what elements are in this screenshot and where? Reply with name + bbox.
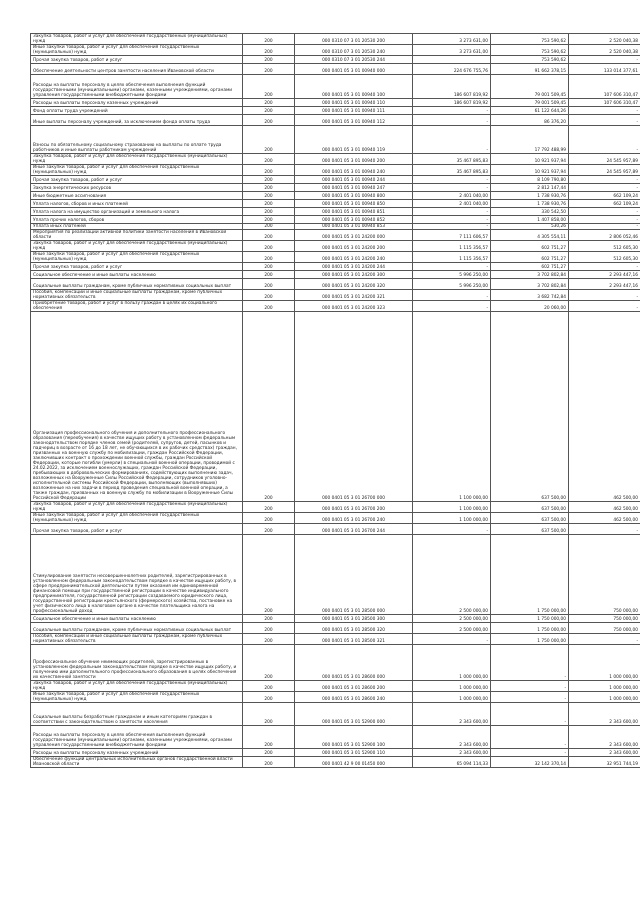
table-row bbox=[31, 216, 640, 224]
row-remaining-cell: 750 000,00 bbox=[569, 535, 640, 615]
row-executed-cell: - bbox=[491, 681, 569, 692]
row-remaining-cell: 24 545 957,89 bbox=[569, 154, 640, 165]
row-classification-cell: 000 0401 05 3 01 28500 320 bbox=[295, 623, 413, 634]
row-executed-cell: 637 500,00 bbox=[491, 524, 569, 535]
row-name-cell: Уплата иных платежей bbox=[31, 224, 243, 230]
table-row bbox=[31, 241, 640, 252]
row-remaining-cell: 750 000,00 bbox=[569, 623, 640, 634]
row-code-cell: 200 bbox=[243, 115, 295, 126]
row-name-cell: Иные закупки товаров, работ и услуг для обеспечения государственных (муниципальных) нужд bbox=[31, 252, 243, 263]
row-approved-cell: 1 000 000,00 bbox=[413, 681, 491, 692]
row-name-cell: Иные выплаты персоналу учреждений, за исключением фонда оплаты труда bbox=[31, 115, 243, 126]
row-classification-cell: 000 0401 05 3 01 24200 323 bbox=[295, 301, 413, 312]
table-row bbox=[31, 623, 640, 634]
row-approved-cell: 1 115 356,57 bbox=[413, 252, 491, 263]
row-executed-cell: 32 142 370,14 bbox=[491, 757, 569, 768]
row-name-cell: Расходы на выплаты персоналу в целях обеспечения выполнения функций государственными (муниципальными) органами, казенными учреждениями, органами управления государственными внебюджетными фондами bbox=[31, 75, 243, 99]
row-classification-cell: 000 0401 05 3 01 52900 110 bbox=[295, 749, 413, 757]
row-name-cell: Фонд оплаты труда учреждений bbox=[31, 107, 243, 115]
row-remaining-cell: - bbox=[569, 126, 640, 154]
row-executed-cell: - bbox=[491, 749, 569, 757]
row-executed-cell: 530,26 bbox=[491, 224, 569, 230]
row-executed-cell: 637 500,00 bbox=[491, 312, 569, 502]
row-remaining-cell: 662 109,24 bbox=[569, 192, 640, 200]
row-name-cell: Иные закупки товаров, работ и услуг для обеспечения государственных (муниципальных) нужд bbox=[31, 692, 243, 703]
table-row bbox=[31, 645, 640, 681]
table-row bbox=[31, 192, 640, 200]
row-approved-cell: 2 401 040,00 bbox=[413, 192, 491, 200]
row-approved-cell: 35 467 895,83 bbox=[413, 165, 491, 176]
table-row bbox=[31, 749, 640, 757]
table-row bbox=[31, 45, 640, 56]
table-row bbox=[31, 154, 640, 165]
row-classification-cell: 000 0401 05 3 01 26700 200 bbox=[295, 502, 413, 513]
row-executed-cell: 4 305 554,11 bbox=[491, 230, 569, 241]
table-row bbox=[31, 513, 640, 524]
row-approved-cell: - bbox=[413, 524, 491, 535]
row-code-cell: 200 bbox=[243, 230, 295, 241]
row-approved-cell: 5 996 250,00 bbox=[413, 279, 491, 290]
row-executed-cell: 3 702 802,84 bbox=[491, 271, 569, 279]
row-classification-cell: 000 0401 05 3 01 52900 000 bbox=[295, 703, 413, 726]
row-name-cell: Прочая закупка товаров, работ и услуг bbox=[31, 524, 243, 535]
row-remaining-cell: - bbox=[569, 301, 640, 312]
row-code-cell: 200 bbox=[243, 301, 295, 312]
row-classification-cell: 000 0401 05 3 01 26700 244 bbox=[295, 524, 413, 535]
row-code-cell: 200 bbox=[243, 524, 295, 535]
row-name-cell: Иные закупки товаров, работ и услуг для обеспечения государственных (муниципальных) нужд bbox=[31, 513, 243, 524]
row-classification-cell: 000 0401 05 3 01 00940 852 bbox=[295, 216, 413, 224]
table-row bbox=[31, 279, 640, 290]
row-code-cell: 200 bbox=[243, 45, 295, 56]
table-row bbox=[31, 312, 640, 502]
row-name-cell: Иные закупки товаров, работ и услуг для обеспечения государственных (муниципальных) нужд bbox=[31, 165, 243, 176]
row-approved-cell: 65 094 114,33 bbox=[413, 757, 491, 768]
row-executed-cell: - bbox=[491, 726, 569, 749]
row-classification-cell: 000 0401 05 3 01 24200 244 bbox=[295, 263, 413, 271]
row-executed-cell: 637 500,00 bbox=[491, 513, 569, 524]
row-code-cell: 200 bbox=[243, 252, 295, 263]
row-approved-cell: 2 500 000,00 bbox=[413, 535, 491, 615]
row-approved-cell: 2 343 600,00 bbox=[413, 749, 491, 757]
row-executed-cell: - bbox=[491, 692, 569, 703]
row-code-cell: 200 bbox=[243, 749, 295, 757]
table-row bbox=[31, 271, 640, 279]
row-remaining-cell: - bbox=[569, 216, 640, 224]
table-row bbox=[31, 681, 640, 692]
row-classification-cell: 000 0401 05 3 01 28600 000 bbox=[295, 645, 413, 681]
row-remaining-cell: - bbox=[569, 634, 640, 645]
row-approved-cell: - bbox=[413, 107, 491, 115]
row-classification-cell: 000 0401 05 3 01 24200 321 bbox=[295, 290, 413, 301]
row-executed-cell: 91 662 378,15 bbox=[491, 64, 569, 75]
row-code-cell: 200 bbox=[243, 279, 295, 290]
table-row bbox=[31, 301, 640, 312]
row-code-cell: 200 bbox=[243, 271, 295, 279]
row-classification-cell: 000 0310 07 3 01 20530 200 bbox=[295, 34, 413, 45]
table-row bbox=[31, 703, 640, 726]
row-remaining-cell: - bbox=[569, 290, 640, 301]
row-name-cell: Социальные выплаты гражданам, кроме публичных нормативных социальных выплат bbox=[31, 623, 243, 634]
row-classification-cell: 000 0401 05 3 01 26700 240 bbox=[295, 513, 413, 524]
row-remaining-cell: - bbox=[569, 107, 640, 115]
row-remaining-cell: 2 520 040,38 bbox=[569, 34, 640, 45]
row-approved-cell: - bbox=[413, 126, 491, 154]
table-row bbox=[31, 726, 640, 749]
row-code-cell: 200 bbox=[243, 192, 295, 200]
row-name-cell: Прочая закупка товаров, работ и услуг bbox=[31, 263, 243, 271]
table-row bbox=[31, 165, 640, 176]
row-code-cell: 200 bbox=[243, 692, 295, 703]
row-classification-cell: 000 0310 07 3 01 20530 240 bbox=[295, 45, 413, 56]
row-name-cell: Приобретение товаров, работ и услуг в пользу граждан в целях их социального обеспечения bbox=[31, 301, 243, 312]
row-name-cell: Уплата налогов, сборов и иных платежей bbox=[31, 200, 243, 208]
row-executed-cell: 20 060,00 bbox=[491, 301, 569, 312]
row-approved-cell: 186 607 819,92 bbox=[413, 75, 491, 99]
table-row bbox=[31, 64, 640, 75]
row-classification-cell: 000 0401 05 3 01 00940 853 bbox=[295, 224, 413, 230]
row-approved-cell: 2 401 040,00 bbox=[413, 200, 491, 208]
budget-execution-table bbox=[30, 33, 640, 768]
row-executed-cell: 17 792 488,99 bbox=[491, 126, 569, 154]
row-code-cell: 200 bbox=[243, 645, 295, 681]
row-name-cell: Пособия, компенсации и иные социальные выплаты гражданам, кроме публичных нормативных обязательств bbox=[31, 634, 243, 645]
row-remaining-cell: 1 000 000,00 bbox=[569, 681, 640, 692]
row-remaining-cell: - bbox=[569, 176, 640, 184]
row-code-cell: 200 bbox=[243, 703, 295, 726]
row-remaining-cell: 107 606 310,47 bbox=[569, 75, 640, 99]
row-approved-cell: - bbox=[413, 224, 491, 230]
row-code-cell: 200 bbox=[243, 263, 295, 271]
row-classification-cell: 000 0401 05 3 01 00940 247 bbox=[295, 184, 413, 192]
row-remaining-cell: - bbox=[569, 224, 640, 230]
row-classification-cell: 000 0401 05 3 01 00940 119 bbox=[295, 126, 413, 154]
table-row bbox=[31, 634, 640, 645]
row-classification-cell: 000 0401 05 3 01 28500 000 bbox=[295, 535, 413, 615]
table-row bbox=[31, 502, 640, 513]
row-classification-cell: 000 0401 05 3 01 24200 300 bbox=[295, 271, 413, 279]
table-row bbox=[31, 208, 640, 216]
row-name-cell: Расходы на выплаты персоналу в целях обеспечения выполнения функций государственными (муниципальными) органами, казенными учреждениями, органами управления государственными внебюджетными фондами bbox=[31, 726, 243, 749]
row-approved-cell: - bbox=[413, 263, 491, 271]
row-code-cell: 200 bbox=[243, 290, 295, 301]
row-classification-cell: 000 0401 05 3 01 00940 200 bbox=[295, 154, 413, 165]
table-row bbox=[31, 252, 640, 263]
row-name-cell: Социальное обеспечение и иные выплаты населению bbox=[31, 615, 243, 623]
row-name-cell: Профессиональное обучение неимеющих родителей, зарегистрированных в установленном федеральным законодательством порядке в качестве ищущих работу, и получению ими дополнительного профессионального образования в целях обеспечения их качественной занятости bbox=[31, 645, 243, 681]
row-executed-cell: 1 750 000,00 bbox=[491, 615, 569, 623]
row-remaining-cell: 662 109,24 bbox=[569, 200, 640, 208]
row-approved-cell: - bbox=[413, 290, 491, 301]
row-remaining-cell: 1 000 000,00 bbox=[569, 645, 640, 681]
row-code-cell: 200 bbox=[243, 154, 295, 165]
row-classification-cell: 000 0401 05 3 01 00940 110 bbox=[295, 99, 413, 107]
row-name-cell: Мероприятия по реализации активной политики занятости населения в Ивановской области bbox=[31, 230, 243, 241]
row-executed-cell: 602 751,27 bbox=[491, 252, 569, 263]
row-approved-cell: - bbox=[413, 115, 491, 126]
table-row bbox=[31, 230, 640, 241]
row-remaining-cell: 512 605,30 bbox=[569, 252, 640, 263]
row-code-cell: 200 bbox=[243, 502, 295, 513]
row-code-cell: 200 bbox=[243, 107, 295, 115]
row-classification-cell: 000 0401 05 3 01 28600 240 bbox=[295, 692, 413, 703]
row-executed-cell: 753 590,62 bbox=[491, 34, 569, 45]
row-code-cell: 200 bbox=[243, 64, 295, 75]
row-executed-cell: 1 750 000,00 bbox=[491, 535, 569, 615]
row-remaining-cell: 2 520 040,38 bbox=[569, 45, 640, 56]
row-approved-cell bbox=[413, 56, 491, 64]
row-classification-cell: 000 0401 05 3 01 00940 851 bbox=[295, 208, 413, 216]
row-approved-cell: 1 115 356,57 bbox=[413, 241, 491, 252]
row-classification-cell: 000 0401 05 3 01 24200 320 bbox=[295, 279, 413, 290]
row-executed-cell: - bbox=[491, 703, 569, 726]
row-approved-cell: 2 343 600,00 bbox=[413, 703, 491, 726]
row-remaining-cell: - bbox=[569, 524, 640, 535]
row-name-cell: Обеспечение функций центральных исполнительных органов государственной власти Ивановской области bbox=[31, 757, 243, 768]
row-approved-cell: 1 100 000,00 bbox=[413, 502, 491, 513]
row-classification-cell: 000 0401 05 3 01 52900 100 bbox=[295, 726, 413, 749]
row-approved-cell: 186 607 819,92 bbox=[413, 99, 491, 107]
row-name-cell: Закупка товаров, работ и услуг для обеспечения государственных (муниципальных) нужд bbox=[31, 502, 243, 513]
row-remaining-cell: 462 500,00 bbox=[569, 312, 640, 502]
row-approved-cell: 1 100 000,00 bbox=[413, 513, 491, 524]
row-approved-cell: 3 273 631,00 bbox=[413, 45, 491, 56]
row-classification-cell: 000 0401 05 3 01 28500 321 bbox=[295, 634, 413, 645]
row-executed-cell: 753 590,62 bbox=[491, 56, 569, 64]
table-row bbox=[31, 200, 640, 208]
row-classification-cell: 000 0401 05 3 01 28500 300 bbox=[295, 615, 413, 623]
table-row bbox=[31, 126, 640, 154]
row-code-cell: 200 bbox=[243, 726, 295, 749]
row-executed-cell: 2 812 147,44 bbox=[491, 184, 569, 192]
row-approved-cell: - bbox=[413, 176, 491, 184]
row-remaining-cell: - bbox=[569, 184, 640, 192]
row-approved-cell: 224 676 755,76 bbox=[413, 64, 491, 75]
row-executed-cell: 61 122 644,26 bbox=[491, 107, 569, 115]
row-code-cell: 200 bbox=[243, 34, 295, 45]
table-row bbox=[31, 115, 640, 126]
row-executed-cell: 86 376,20 bbox=[491, 115, 569, 126]
row-approved-cell: 5 996 250,00 bbox=[413, 271, 491, 279]
row-name-cell: Закупка товаров, работ и услуг для обеспечения государственных (муниципальных) нужд bbox=[31, 34, 243, 45]
row-classification-cell: 000 0401 05 3 01 00940 112 bbox=[295, 115, 413, 126]
row-remaining-cell: - bbox=[569, 115, 640, 126]
row-remaining-cell: 2 293 447,16 bbox=[569, 271, 640, 279]
row-classification-cell: 000 0401 42 9 00 01450 000 bbox=[295, 757, 413, 768]
row-code-cell: 200 bbox=[243, 200, 295, 208]
row-executed-cell: 1 750 000,00 bbox=[491, 623, 569, 634]
row-code-cell: 200 bbox=[243, 535, 295, 615]
row-executed-cell: 79 001 509,45 bbox=[491, 75, 569, 99]
row-remaining-cell: 2 343 600,00 bbox=[569, 703, 640, 726]
table-row bbox=[31, 99, 640, 107]
row-classification-cell: 000 0401 05 3 01 00940 850 bbox=[295, 200, 413, 208]
row-code-cell: 200 bbox=[243, 75, 295, 99]
row-approved-cell: 1 100 000,00 bbox=[413, 312, 491, 502]
row-remaining-cell: 462 500,00 bbox=[569, 513, 640, 524]
row-classification-cell: 000 0401 05 3 01 00940 800 bbox=[295, 192, 413, 200]
row-executed-cell: 753 590,62 bbox=[491, 45, 569, 56]
row-approved-cell: - bbox=[413, 216, 491, 224]
row-executed-cell: 330 542,50 bbox=[491, 208, 569, 216]
row-name-cell: Социальное обеспечение и иные выплаты населению bbox=[31, 271, 243, 279]
row-classification-cell: 000 0401 05 3 01 24200 000 bbox=[295, 230, 413, 241]
row-approved-cell: - bbox=[413, 301, 491, 312]
table-row bbox=[31, 34, 640, 45]
row-name-cell: Закупка товаров, работ и услуг для обеспечения государственных (муниципальных) нужд bbox=[31, 241, 243, 252]
table-row bbox=[31, 184, 640, 192]
row-code-cell: 200 bbox=[243, 757, 295, 768]
row-name-cell: Уплата прочих налогов, сборов bbox=[31, 216, 243, 224]
row-remaining-cell: 107 606 310,47 bbox=[569, 99, 640, 107]
row-code-cell: 200 bbox=[243, 224, 295, 230]
row-remaining-cell: 32 951 744,19 bbox=[569, 757, 640, 768]
row-name-cell: Социальные выплаты безработным гражданам и иным категориям граждан в соответствии с законодательством о занятости населения bbox=[31, 703, 243, 726]
row-name-cell: Стимулирование занятости несовершеннолетних родителей, зарегистрированных в установленном федеральным законодательством порядке в качестве ищущих работу, в сфере предпринимательской деятельности путем оказания им единовременной финансовой помощи при государственной регистрации в качестве индивидуального предпринимателя, государственной регистрации создаваемого юридического лица, государственной регистрации крестьянского (фермерского) хозяйства, постановке на учет физического лица в налоговом органе в качестве плательщика налога на профессиональный доход bbox=[31, 535, 243, 615]
row-code-cell: 200 bbox=[243, 216, 295, 224]
row-remaining-cell: 462 500,00 bbox=[569, 502, 640, 513]
row-classification-cell: 000 0310 07 3 01 20530 244 bbox=[295, 56, 413, 64]
row-name-cell: Прочая закупка товаров, работ и услуг bbox=[31, 56, 243, 64]
row-remaining-cell: 512 605,30 bbox=[569, 241, 640, 252]
row-remaining-cell: 2 293 447,16 bbox=[569, 279, 640, 290]
row-name-cell: Социальные выплаты гражданам, кроме публичных нормативных социальных выплат bbox=[31, 279, 243, 290]
table-row bbox=[31, 692, 640, 703]
row-classification-cell: 000 0401 05 3 01 00940 111 bbox=[295, 107, 413, 115]
row-executed-cell: - bbox=[491, 645, 569, 681]
row-approved-cell: 2 500 000,00 bbox=[413, 623, 491, 634]
row-executed-cell: 1 407 858,00 bbox=[491, 216, 569, 224]
table-row bbox=[31, 615, 640, 623]
row-classification-cell: 000 0401 05 3 01 00940 240 bbox=[295, 165, 413, 176]
row-remaining-cell: 2 343 600,00 bbox=[569, 726, 640, 749]
row-code-cell: 200 bbox=[243, 184, 295, 192]
table-row bbox=[31, 524, 640, 535]
row-name-cell: Закупка товаров, работ и услуг для обеспечения государственных (муниципальных) нужд bbox=[31, 154, 243, 165]
row-code-cell: 200 bbox=[243, 56, 295, 64]
row-classification-cell: 000 0401 05 3 01 24200 240 bbox=[295, 252, 413, 263]
row-name-cell: Пособия, компенсации и иные социальные выплаты гражданам, кроме публичных нормативных обязательств bbox=[31, 290, 243, 301]
row-code-cell: 200 bbox=[243, 623, 295, 634]
table-body bbox=[31, 34, 640, 768]
row-code-cell: 200 bbox=[243, 241, 295, 252]
row-classification-cell: 000 0401 05 3 01 00940 000 bbox=[295, 64, 413, 75]
row-name-cell: Уплата налога на имущество организаций и земельного налога bbox=[31, 208, 243, 216]
row-approved-cell: 2 500 000,00 bbox=[413, 615, 491, 623]
row-classification-cell: 000 0401 05 3 01 28600 200 bbox=[295, 681, 413, 692]
row-executed-cell: 1 738 930,76 bbox=[491, 192, 569, 200]
row-approved-cell: - bbox=[413, 634, 491, 645]
row-code-cell: 200 bbox=[243, 99, 295, 107]
row-code-cell: 200 bbox=[243, 513, 295, 524]
table-row bbox=[31, 290, 640, 301]
row-executed-cell: 10 921 937,94 bbox=[491, 154, 569, 165]
row-name-cell: Прочая закупка товаров, работ и услуг bbox=[31, 176, 243, 184]
table-row bbox=[31, 263, 640, 271]
row-classification-cell: 000 0401 05 3 01 00940 244 bbox=[295, 176, 413, 184]
table-row bbox=[31, 75, 640, 99]
row-approved-cell: 1 000 000,00 bbox=[413, 692, 491, 703]
row-approved-cell: 7 111 606,57 bbox=[413, 230, 491, 241]
row-remaining-cell: 1 000 000,00 bbox=[569, 692, 640, 703]
row-code-cell: 200 bbox=[243, 165, 295, 176]
row-code-cell: 200 bbox=[243, 634, 295, 645]
row-approved-cell: 35 467 895,83 bbox=[413, 154, 491, 165]
row-name-cell: Иные бюджетные ассигнования bbox=[31, 192, 243, 200]
row-approved-cell: 3 273 631,00 bbox=[413, 34, 491, 45]
row-remaining-cell: - bbox=[569, 208, 640, 216]
row-executed-cell: 602 751,27 bbox=[491, 241, 569, 252]
row-classification-cell: 000 0401 05 3 01 24200 200 bbox=[295, 241, 413, 252]
row-name-cell: Взносы по обязательному социальному страхованию на выплаты по оплате труда работников и иные выплаты работникам учреждений bbox=[31, 126, 243, 154]
row-code-cell: 200 bbox=[243, 681, 295, 692]
table-row bbox=[31, 176, 640, 184]
row-name-cell: Организация профессионального обучения и дополнительного профессионального образования (переобучения) в качестве ищущих работу в установленном федеральным законодательством порядке членов семей (родителей, супругов, детей, пасынков и падчериц в возрасте от 16 до 18 лет, не обучающихся в их рабочих средствах) граждан, призванных на военную службу по мобилизации, граждан Российской Федерации, заключивших контракт о прохождении военной службы, граждан Российской Федерации, которые погибли (умерли) в специальной военной операции, проводимой с 24.02.2022, за исключением военнослужащих, граждан Российской Федерации, пребывающих в добровольческих формированиях, содействующих выполнению задач, возложенных на Вооруженные Силы Российской Федерации, сотрудников уголовно-исполнительной системы Российской Федерации, выполняющих (выполнявших) возложенные на них задачи в период проведения специальной военной операции, а также граждан, призванных на военную службу по мобилизации в Вооруженные Силы Российской Федерации bbox=[31, 312, 243, 502]
row-remaining-cell: - bbox=[569, 56, 640, 64]
row-code-cell: 200 bbox=[243, 615, 295, 623]
row-classification-cell: 000 0401 05 3 01 00940 100 bbox=[295, 75, 413, 99]
table-row bbox=[31, 757, 640, 768]
row-remaining-cell: 133 014 377,61 bbox=[569, 64, 640, 75]
row-name-cell: Закупка товаров, работ и услуг для обеспечения государственных (муниципальных) нужд bbox=[31, 681, 243, 692]
row-code-cell: 200 bbox=[243, 176, 295, 184]
row-remaining-cell: 2 806 052,46 bbox=[569, 230, 640, 241]
row-remaining-cell: 24 545 957,89 bbox=[569, 165, 640, 176]
row-approved-cell: 1 000 000,00 bbox=[413, 645, 491, 681]
row-executed-cell: 3 682 742,84 bbox=[491, 290, 569, 301]
row-name-cell: Закупка энергетических ресурсов bbox=[31, 184, 243, 192]
row-remaining-cell: - bbox=[569, 263, 640, 271]
row-approved-cell: 2 343 600,00 bbox=[413, 726, 491, 749]
table-row bbox=[31, 56, 640, 64]
row-name-cell: Иные закупки товаров, работ и услуг для обеспечения государственных (муниципальных) нужд bbox=[31, 45, 243, 56]
row-code-cell: 200 bbox=[243, 126, 295, 154]
row-remaining-cell: 2 343 600,00 bbox=[569, 749, 640, 757]
table-row bbox=[31, 107, 640, 115]
row-approved-cell: - bbox=[413, 208, 491, 216]
row-remaining-cell: 750 000,00 bbox=[569, 615, 640, 623]
row-executed-cell: 10 921 937,94 bbox=[491, 165, 569, 176]
row-executed-cell: 637 500,00 bbox=[491, 502, 569, 513]
table-row bbox=[31, 535, 640, 615]
row-executed-cell: 79 001 509,45 bbox=[491, 99, 569, 107]
row-executed-cell: 3 702 802,84 bbox=[491, 279, 569, 290]
row-name-cell: Расходы на выплаты персоналу казенных учреждений bbox=[31, 99, 243, 107]
row-name-cell: Расходы на выплаты персоналу казенных учреждений bbox=[31, 749, 243, 757]
row-approved-cell: - bbox=[413, 184, 491, 192]
row-executed-cell: 8 109 790,80 bbox=[491, 176, 569, 184]
row-executed-cell: 1 738 930,76 bbox=[491, 200, 569, 208]
row-name-cell: Обеспечение деятельности центров занятости населения Ивановской области bbox=[31, 64, 243, 75]
row-code-cell: 200 bbox=[243, 208, 295, 216]
row-executed-cell: 602 751,27 bbox=[491, 263, 569, 271]
row-code-cell: 200 bbox=[243, 312, 295, 502]
row-executed-cell: 1 750 000,00 bbox=[491, 634, 569, 645]
row-classification-cell: 000 0401 05 3 01 26700 000 bbox=[295, 312, 413, 502]
